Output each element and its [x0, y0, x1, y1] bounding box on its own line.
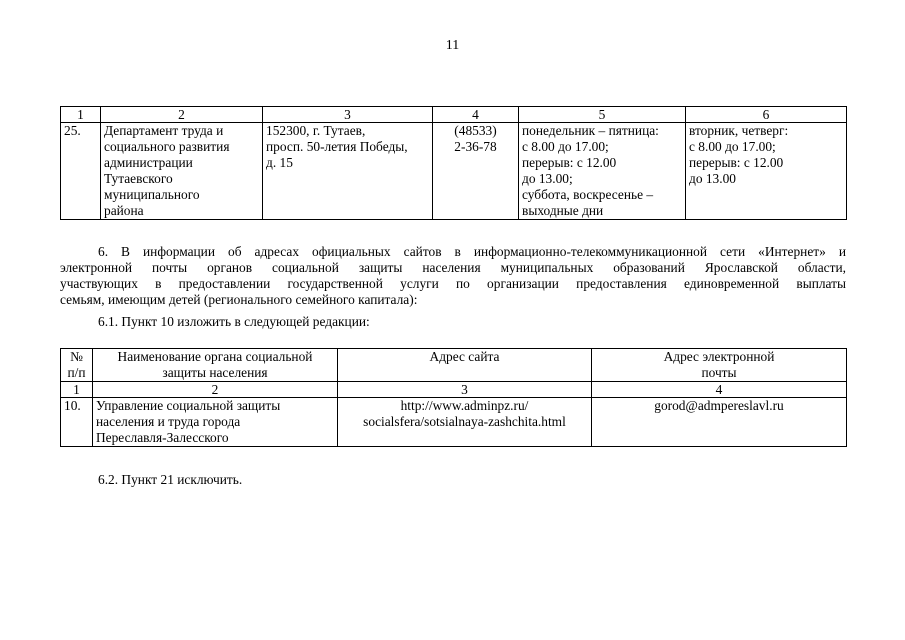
office-reception-cell: [686, 123, 847, 220]
paragraph-6-2: [60, 472, 846, 488]
office-name-line: Тутаевского: [104, 171, 173, 186]
office-reception-line: вторник, четверг:: [689, 123, 789, 138]
header-email: [592, 349, 847, 382]
column-number: 1: [61, 107, 101, 123]
header-num: [61, 349, 93, 382]
header-email-line: почты: [701, 365, 737, 380]
page-number: 11: [445, 38, 460, 53]
agency-email-cell: [592, 398, 847, 447]
column-number: 3: [338, 382, 592, 398]
header-name: [93, 349, 338, 382]
agency-site-link[interactable]: http://www.adminpz.ru/: [400, 398, 529, 413]
agency-name-line: Переславля-Залесского: [96, 430, 229, 445]
office-address-line: д. 15: [266, 155, 293, 170]
header-site: Адрес сайта: [338, 349, 592, 382]
agency-name-line: населения и труда города: [96, 414, 241, 429]
office-schedule-line: суббота, воскресенье –: [522, 187, 654, 202]
column-number: 4: [433, 107, 519, 123]
office-name-cell: [101, 123, 263, 220]
paragraph-6: [60, 244, 846, 308]
column-numbers-row: [61, 107, 847, 123]
agency-email-link[interactable]: gorod@admpereslavl.ru: [654, 398, 784, 413]
header-row: [61, 349, 847, 382]
office-name-line: администрации: [104, 155, 193, 170]
column-number: 3: [263, 107, 433, 123]
agency-site-link[interactable]: socialsfera/sotsialnaya-zashchita.html: [363, 414, 566, 429]
sites-table: [60, 348, 847, 447]
header-num-line: п/п: [67, 365, 86, 380]
agency-name-cell: [93, 398, 338, 447]
row-number: 10.: [61, 398, 93, 447]
office-phone-cell: [433, 123, 519, 220]
office-address-line: 152300, г. Тутаев,: [266, 123, 366, 138]
paragraph-line: 6.2. Пункт 21 исключить.: [98, 472, 243, 487]
header-email-line: Адрес электронной: [663, 349, 775, 364]
column-number: 6: [686, 107, 847, 123]
office-address-cell: [263, 123, 433, 220]
office-schedule-cell: [519, 123, 686, 220]
table-row: [61, 398, 847, 447]
office-schedule-line: перерыв: с 12.00: [522, 155, 617, 170]
header-num-line: №: [70, 349, 83, 364]
agency-name-line: Управление социальной защиты: [96, 398, 281, 413]
office-phone-line: 2-36-78: [454, 139, 497, 154]
paragraph-line: 6. В информации об адресах официальных сайтов в информационно-телекоммуникационной сети «Интернет» и: [98, 244, 846, 259]
office-phone-line: (48533): [454, 123, 497, 138]
office-name-line: Департамент труда и: [104, 123, 224, 138]
table-row: [61, 123, 847, 220]
offices-table: [60, 106, 847, 220]
office-reception-line: с 8.00 до 17.00;: [689, 139, 776, 154]
paragraph-line: семьям, имеющим детей (регионального семейного капитала):: [60, 292, 418, 307]
column-number: 1: [61, 382, 93, 398]
column-number: 2: [101, 107, 263, 123]
office-reception-line: до 13.00: [689, 171, 736, 186]
office-reception-line: перерыв: с 12.00: [689, 155, 784, 170]
header-name-line: Наименование органа социальной: [117, 349, 313, 364]
office-schedule-line: до 13.00;: [522, 171, 573, 186]
office-name-line: социального развития: [104, 139, 230, 154]
paragraph-line: электронной почты органов социальной защиты населения муниципальных образований Ярославской области,: [60, 260, 846, 275]
column-number: 2: [93, 382, 338, 398]
office-schedule-line: с 8.00 до 17.00;: [522, 139, 609, 154]
paragraph-6-1: [60, 314, 846, 330]
column-numbers-row: [61, 382, 847, 398]
row-number: 25.: [61, 123, 101, 220]
paragraph-line: 6.1. Пункт 10 изложить в следующей редакции:: [98, 314, 370, 329]
office-address-line: просп. 50-летия Победы,: [266, 139, 408, 154]
office-name-line: муниципального: [104, 187, 200, 202]
column-number: 4: [592, 382, 847, 398]
agency-site-cell: [338, 398, 592, 447]
office-schedule-line: понедельник – пятница:: [522, 123, 659, 138]
office-schedule-line: выходные дни: [522, 203, 604, 218]
paragraph-line: участвующих в предоставлении государственной услуги по организации предоставления единовременной выплаты: [60, 276, 846, 291]
office-name-line: района: [104, 203, 144, 218]
header-name-line: защиты населения: [162, 365, 268, 380]
column-number: 5: [519, 107, 686, 123]
